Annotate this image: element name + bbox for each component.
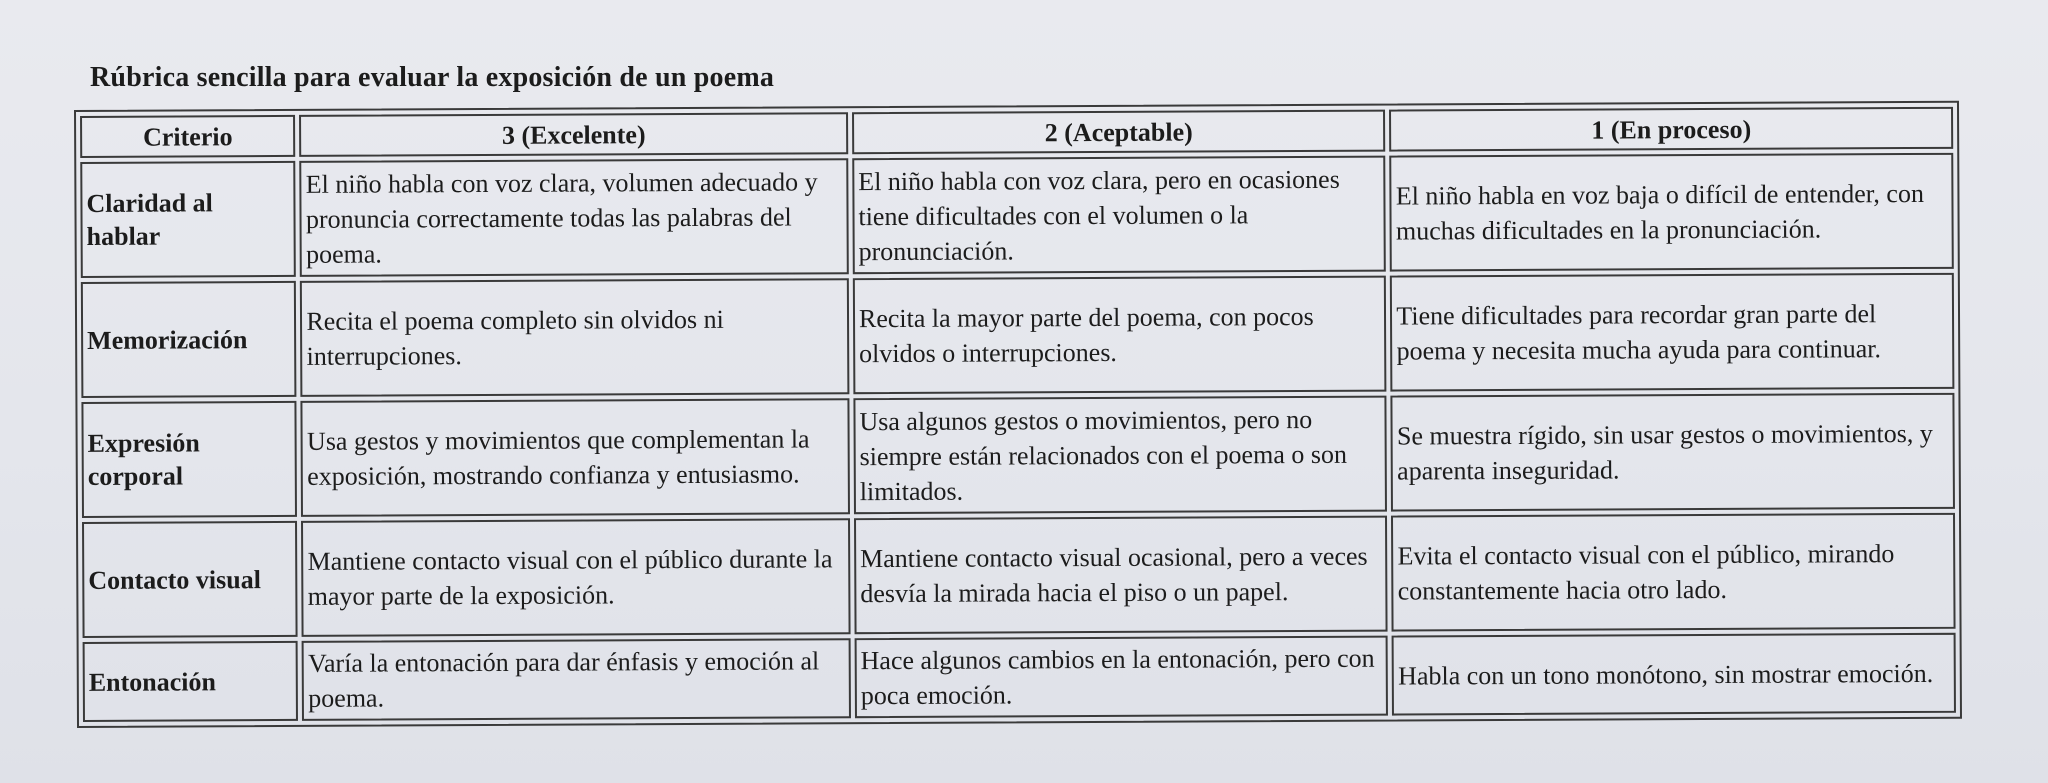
level-3-cell: Varía la entonación para dar énfasis y emoción al poema. [302, 638, 851, 721]
level-3-cell: Usa gestos y movimientos que complementan la exposición, mostrando confianza y entusiasmo. [301, 398, 850, 517]
level-1-cell: Evita el contacto visual con el público, mirando constantemente hacia otro lado. [1391, 513, 1955, 632]
level-2-cell: Mantiene contacto visual ocasional, pero a veces desvía la mirada hacia el piso o un papel. [854, 516, 1388, 635]
level-2-cell: Recita la mayor parte del poema, con pocos olvidos o interrupciones. [853, 276, 1387, 395]
header-level-2: 2 (Aceptable) [852, 110, 1386, 155]
level-1-cell: Habla con un tono monótono, sin mostrar emoción. [1392, 633, 1956, 716]
document-title: Rúbrica sencilla para evaluar la exposición de un poema [90, 62, 775, 93]
table-row [81, 273, 1955, 398]
level-2-cell: Usa algunos gestos o movimientos, pero no siempre están relacionados con el poema o son limitados. [853, 396, 1387, 515]
criterion-cell: Contacto visual [82, 521, 298, 638]
rubric-table [74, 101, 1962, 728]
level-3-cell: Mantiene contacto visual con el público durante la mayor parte de la exposición. [301, 518, 850, 637]
criterion-cell: Entonación [83, 641, 299, 722]
criterion-cell: Memorización [81, 281, 297, 398]
rubric-container [74, 101, 1962, 728]
table-row [82, 513, 1956, 638]
level-1-cell: El niño habla en voz baja o difícil de entender, con muchas dificultades en la pronunciación. [1390, 153, 1954, 272]
level-1-cell: Tiene dificultades para recordar gran parte del poema y necesita mucha ayuda para continuar. [1390, 273, 1954, 392]
table-row [80, 153, 1954, 278]
header-row [80, 107, 1953, 158]
table-row [83, 633, 1956, 722]
header-level-3: 3 (Excelente) [299, 112, 848, 157]
level-2-cell: El niño habla con voz clara, pero en ocasiones tiene dificultades con el volumen o la pronunciación. [852, 156, 1386, 275]
level-3-cell: Recita el poema completo sin olvidos ni interrupciones. [300, 278, 849, 397]
level-1-cell: Se muestra rígido, sin usar gestos o movimientos, y aparenta inseguridad. [1391, 393, 1955, 512]
header-level-1: 1 (En proceso) [1389, 107, 1953, 152]
criterion-cell: Expresión corporal [81, 401, 297, 518]
level-2-cell: Hace algunos cambios en la entonación, pero con poca emoción. [854, 636, 1388, 719]
criterion-cell: Claridad al hablar [80, 161, 296, 278]
table-row [81, 393, 1955, 518]
header-criterio: Criterio [80, 115, 296, 158]
level-3-cell: El niño habla con voz clara, volumen adecuado y pronuncia correctamente todas las palabras del poema. [300, 158, 849, 277]
